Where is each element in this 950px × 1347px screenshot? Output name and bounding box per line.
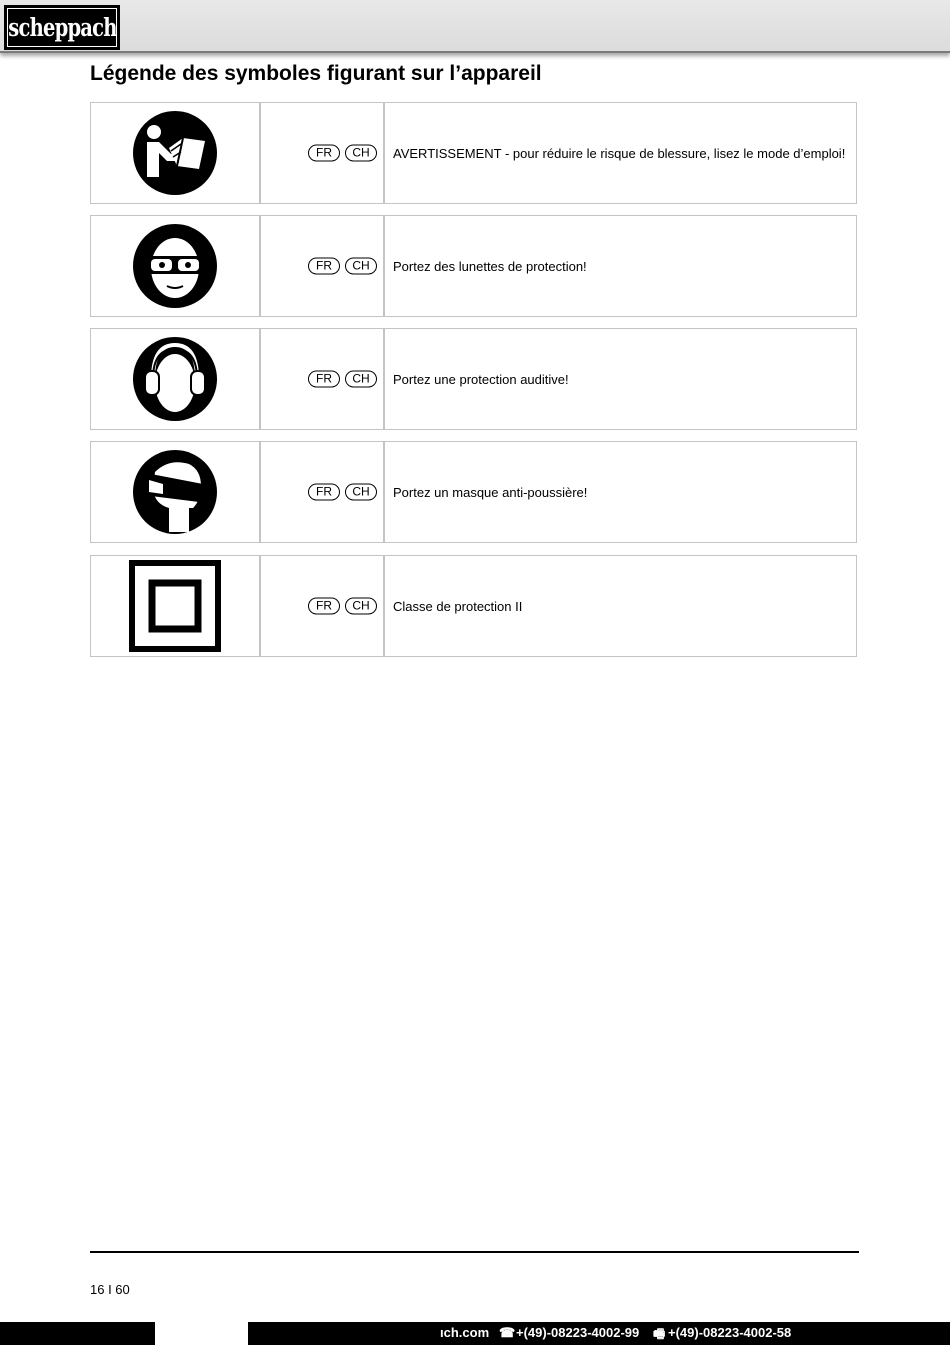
dust-mask-icon <box>133 450 217 534</box>
brand-logo-text: scheppach <box>7 13 117 42</box>
page-title: Légende des symboles figurant sur l’appareil <box>90 62 542 85</box>
symbol-row <box>90 215 857 317</box>
page-number: 16 I 60 <box>90 1282 130 1297</box>
symbol-row <box>90 555 857 657</box>
language-badge-ch: CH <box>345 484 377 501</box>
symbol-description: Classe de protection II <box>393 598 523 614</box>
symbol-description: Portez une protection auditive! <box>393 371 569 387</box>
contact-bar <box>0 1322 950 1345</box>
header-bar <box>0 0 950 53</box>
language-badge-fr: FR <box>308 484 340 501</box>
language-badge-fr: FR <box>308 371 340 388</box>
symbol-row <box>90 441 857 543</box>
language-badge-ch: CH <box>345 598 377 615</box>
protection-class-2-icon <box>129 560 221 652</box>
hearing-protection-icon <box>133 337 217 421</box>
language-badge-fr: FR <box>308 258 340 275</box>
language-badge-ch: CH <box>345 145 377 162</box>
symbol-description: Portez des lunettes de protection! <box>393 258 587 274</box>
symbol-description: Portez un masque anti-poussière! <box>393 484 588 500</box>
symbol-row <box>90 328 857 430</box>
phone-icon: ☎ <box>499 1325 516 1340</box>
footer-divider <box>90 1251 859 1253</box>
fax-icon: 🖷 <box>653 1326 666 1341</box>
fax-number: +(49)-08223-4002-58 <box>668 1325 792 1340</box>
language-badge-ch: CH <box>345 371 377 388</box>
phone-number: +(49)-08223-4002-99 <box>516 1325 640 1340</box>
symbol-row <box>90 102 857 204</box>
read-manual-icon <box>133 111 217 195</box>
eye-protection-icon <box>133 224 217 308</box>
symbol-description: AVERTISSEMENT - pour réduire le risque de blessure, lisez le mode d’emploi! <box>393 145 846 161</box>
website-link[interactable]: ıch.com <box>440 1325 490 1340</box>
brand-logo <box>4 5 120 50</box>
language-badge-fr: FR <box>308 598 340 615</box>
language-badge-ch: CH <box>345 258 377 275</box>
language-badge-fr: FR <box>308 145 340 162</box>
